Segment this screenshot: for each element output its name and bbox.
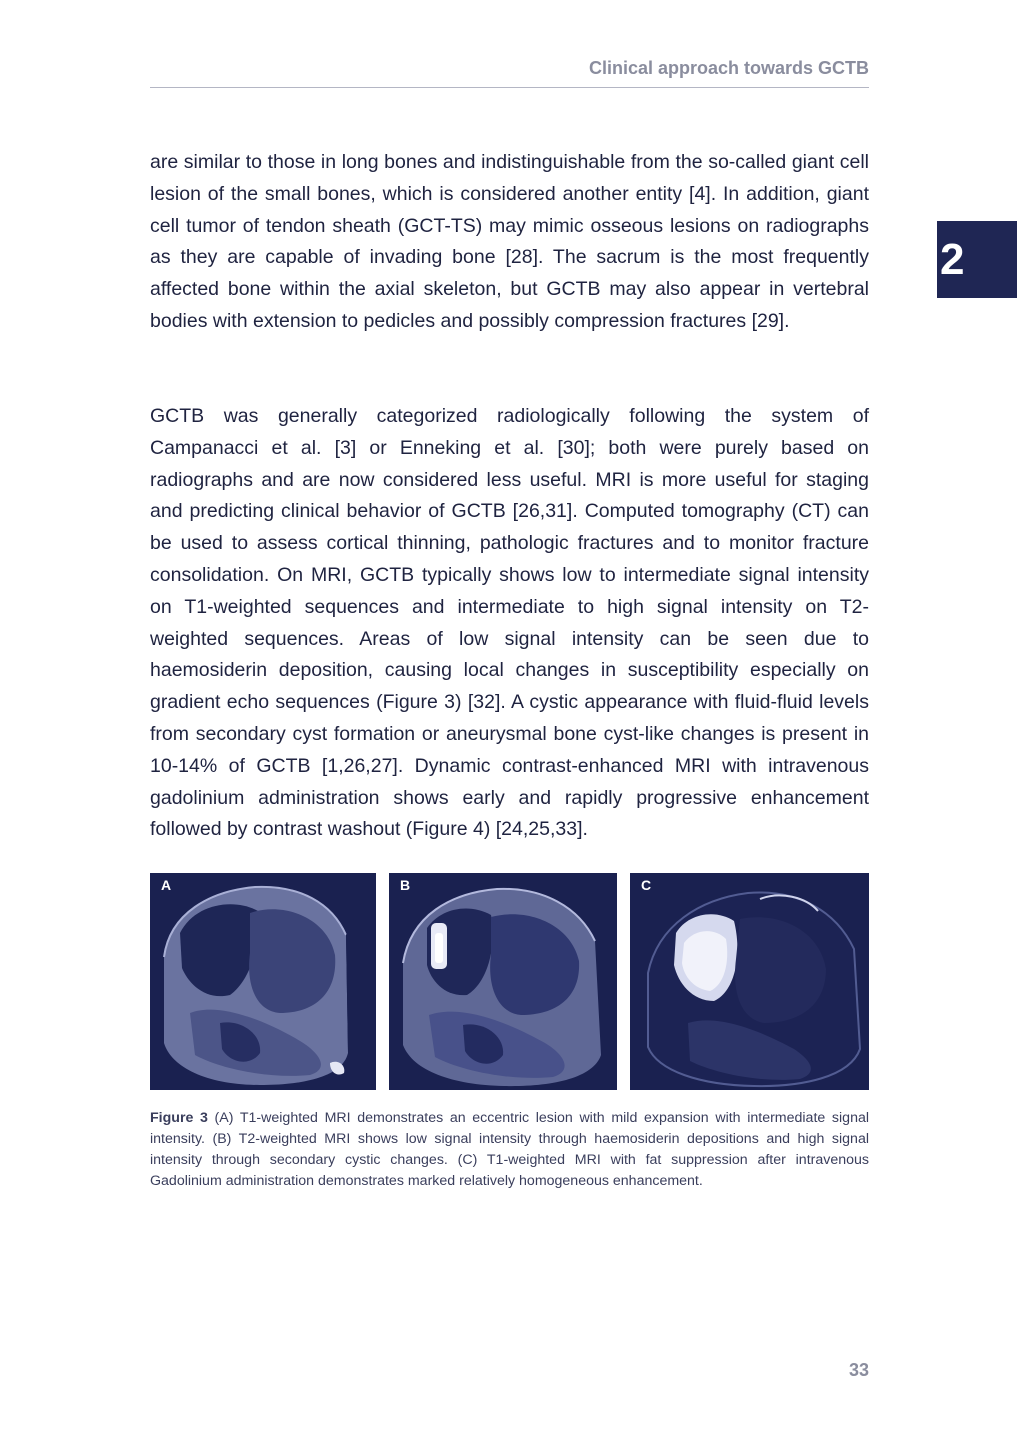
running-title: Clinical approach towards GCTB <box>588 58 869 78</box>
mri-image-b <box>389 873 617 1090</box>
figure-3 <box>150 873 869 1090</box>
figure-caption-text: (A) T1-weighted MRI demonstrates an eccentric lesion with mild expansion with intermediate signal intensity. (B) T2-weighted MRI shows low signal intensity through haemosiderin depositions and high signal intensity through secondary cystic changes. (C) T1-weighted MRI with fat suppression after intravenous Gadolinium administration demonstrates marked relatively homogeneous enhancement. <box>150 1110 869 1189</box>
panel-label-c: C <box>641 877 652 893</box>
body-paragraph-2: GCTB was generally categorized radiologically following the system of Campanacci et al. [3] or Enneking et al. [30]; both were purely based on radiographs and are now considered less useful. MRI is more useful for staging and predicting clinical behavior of GCTB [26,31]. Computed tomography (CT) can be used to assess cortical thinning, pathologic fractures and to monitor fracture consolidation. On MRI, GCTB typically shows low to intermediate signal intensity on T1-weighted sequences and intermediate to high signal intensity on T2-weighted sequences. Areas of low signal intensity can be seen due to haemosiderin deposition, causing local changes in susceptibility especially on gradient echo sequences (Figure 3) [32]. A cystic appearance with fluid-fluid levels from secondary cyst formation or aneurysmal bone cyst-like changes is present in 10-14% of GCTB [1,26,27]. Dynamic contrast-enhanced MRI with intravenous gadolinium administration shows early and rapidly progressive enhancement followed by contrast washout (Figure 4) [24,25,33]. <box>150 405 869 841</box>
mri-panel-a <box>150 873 376 1090</box>
chapter-number: 2 <box>940 234 965 284</box>
body-paragraph-1: are similar to those in long bones and indistinguishable from the so-called giant cell lesion of the small bones, which is considered another entity [4]. In addition, giant cell tumor of tendon sheath (GCT-TS) may mimic osseous lesions on radiographs as they are capable of invading bone [28]. The sacrum is the most frequently affected bone within the axial skeleton, but GCTB may also appear in vertebral bodies with extension to pedicles and possibly compression fractures [29]. <box>150 151 869 332</box>
panel-label-b: B <box>400 877 411 893</box>
figure-caption-label: Figure 3 <box>150 1110 208 1126</box>
figure-caption <box>150 1108 869 1192</box>
mri-panel-c <box>630 873 869 1090</box>
page-number: 33 <box>848 1360 869 1380</box>
mri-panel-b <box>389 873 617 1090</box>
mri-image-a <box>150 873 376 1090</box>
chapter-tab <box>937 221 1017 298</box>
mri-image-c <box>630 873 869 1090</box>
header-rule <box>150 87 869 88</box>
panel-label-a: A <box>161 877 172 893</box>
